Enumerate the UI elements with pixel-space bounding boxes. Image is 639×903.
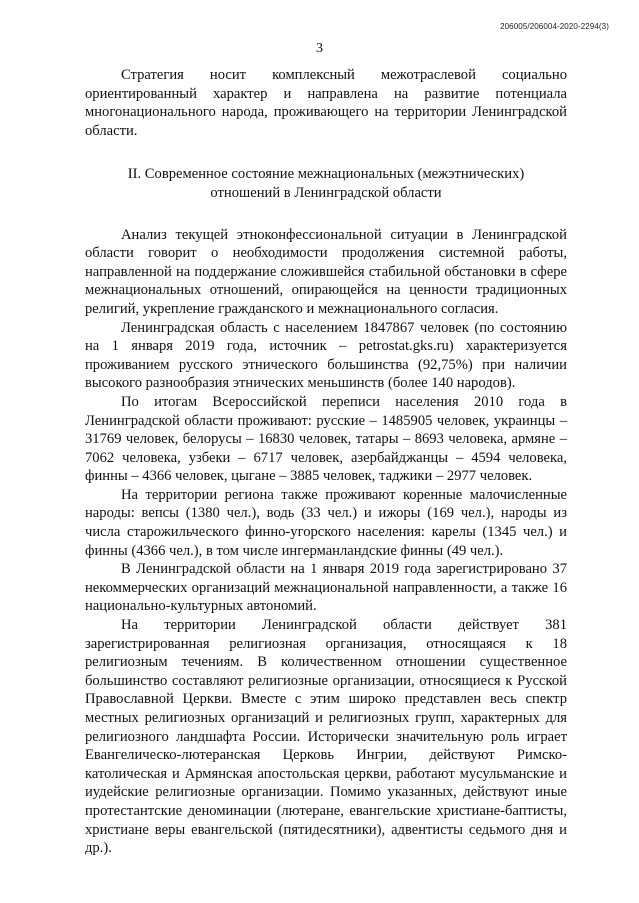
paragraph-indigenous-peoples: На территории региона также проживают коренные малочисленные народы: вепсы (1380 чел.), водь (33 чел.) и ижоры (169 чел.), народы из числа старожильческого финно-угорского населения: карелы (1345 чел.) и финны (4366 чел.), в том числе ингерманландские финны (49 чел.).: [85, 486, 567, 559]
section-heading-line-2: отношений в Ленинградской области: [210, 184, 442, 201]
intro-paragraph: Стратегия носит комплексный межотраслевой социально ориентированный характер и направлена на развитие потенциала многонационального народа, проживающего на территории Ленинградской области.: [85, 67, 567, 139]
document-body: [85, 66, 567, 858]
paragraph-religious-organizations: На территории Ленинградской области действует 381 зарегистрированная религиозная организация, относящаяся к 18 религиозным течениям. В количественном отношении существенное большинство составляют религиозные организации, относящиеся к Русской Православной Церкви. Вместе с этим широко представлен весь спектр местных религиозных организаций и религиозных групп, характерных для религиозного ландшафта России. Исторически значительную роль играет Евангелическо-лютеранская Церковь Ингрии, действуют Римско-католическая и Армянская апостольская церкви, работают мусульманские и иудейские религиозные организации. Помимо указанных, действуют иные протестантские деноминации (лютеране, евангельские христиане-баптисты, христиане веры евангельской (пятидесятники), адвентисты седьмого дня и др.).: [85, 617, 567, 857]
page-number: 3: [316, 41, 323, 56]
paragraph-nonprofit-organizations: В Ленинградской области на 1 января 2019 года зарегистрировано 37 некоммерческих организаций межнациональной направленности, а также 16 национально-культурных автономий.: [85, 561, 567, 615]
paragraph-population: Ленинградская область с населением 1847867 человек (по состоянию на 1 января 2019 года, источник – petrostat.gks.ru) характеризуется проживанием русского этнического большинства (92,75%) при наличии высокого разнообразия этнических меньшинств (более 140 народов).: [85, 319, 567, 392]
paragraph-situation-analysis: Анализ текущей этноконфессиональной ситуации в Ленинградской области говорит о необходимости продолжения системной работы, направленной на поддержание сложившейся стабильной обстановки в сфере межнациональных отношений, опирающейся на ценности традиционных религий, укрепление гражданского и межнационального согласия.: [85, 226, 567, 317]
document-id: 206005/206004-2020-2294(3): [500, 22, 609, 31]
section-heading: [85, 165, 567, 202]
section-heading-line-1: II. Современное состояние межнациональных (межэтнических): [127, 166, 525, 183]
paragraph-census-2010: По итогам Всероссийской переписи населения 2010 года в Ленинградской области проживают: русские – 1485905 человек, украинцы – 31769 человек, белорусы – 16830 человек, татары – 8693 человека, армяне – 7062 человека, узбеки – 6717 человек, азербайджанцы – 4594 человека, финны – 4366 человек, цыгане – 3885 человек, таджики – 2977 человек.: [85, 393, 567, 485]
